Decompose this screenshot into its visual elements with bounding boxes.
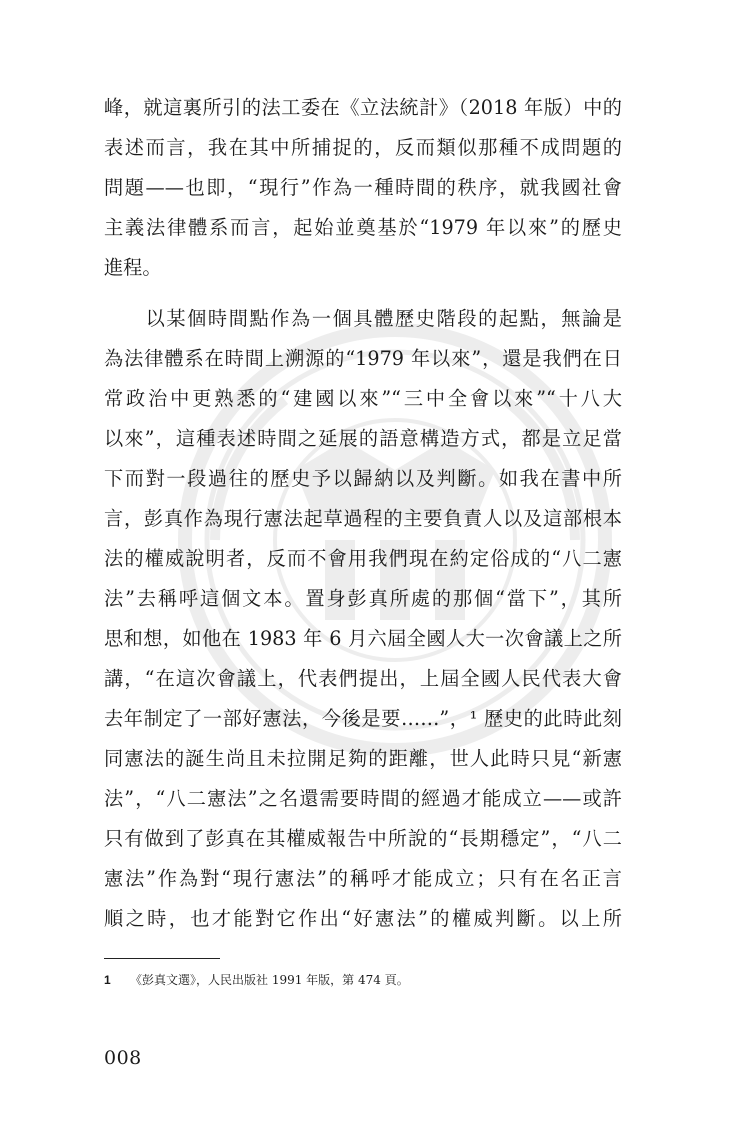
page-number: 008 — [104, 1047, 142, 1069]
body-text — [104, 88, 622, 939]
text-line: 順之時，也才能對它作出“好憲法”的權威判斷。以上所 — [104, 907, 622, 930]
text-line: 講，“在這次會議上，代表們提出，上屆全國人民代表大會 — [104, 667, 622, 690]
text-line: 同憲法的誕生尚且未拉開足夠的距離，世人此時只見“新憲 — [104, 747, 622, 770]
text-line: 思和想，如他在 1983 年 6 月六屆全國人大一次會議上之所 — [104, 627, 622, 650]
text-line: 法的權威說明者，反而不會用我們現在約定俗成的“八二憲 — [104, 547, 622, 570]
text-line: 憲法”作為對“現行憲法”的稱呼才能成立；只有在名正言 — [104, 867, 622, 890]
text-line: 主義法律體系而言，起始並奠基於“1979 年以來”的歷史 — [104, 216, 622, 239]
footnote-separator — [104, 958, 220, 959]
footnote-text: 《彭真文選》，人民出版社 1991 年版，第 474 頁。 — [130, 973, 409, 987]
text-line: 進程。 — [104, 256, 162, 279]
text-line: 法”去稱呼這個文本。置身彭真所處的那個“當下”，其所 — [104, 587, 622, 610]
text-line: 為法律體系在時間上溯源的“1979 年以來”，還是我們在日 — [104, 347, 622, 370]
text-line: 常政治中更熟悉的“建國以來”“三中全會以來”“十八大 — [104, 387, 622, 410]
text-line: 去年制定了一部好憲法，今後是要……”，¹ 歷史的此時此刻 — [104, 707, 622, 730]
footnote-number: 1 — [104, 973, 111, 987]
footnote — [104, 970, 624, 990]
text-line: 以某個時間點作為一個具體歷史階段的起點，無論是 — [104, 307, 622, 330]
text-line: 以來”，這種表述時間之延展的語意構造方式，都是立足當 — [104, 427, 622, 450]
text-line: 只有做到了彭真在其權威報告中所說的“長期穩定”，“八二 — [104, 827, 622, 850]
text-line: 言，彭真作為現行憲法起草過程的主要負責人以及這部根本 — [104, 507, 622, 530]
text-line: 峰，就這裏所引的法工委在《立法統計》（2018 年版）中的 — [104, 96, 622, 119]
text-line: 表述而言，我在其中所捕捉的，反而類似那種不成問題的 — [104, 136, 622, 159]
text-line: 問題——也即，“現行”作為一種時間的秩序，就我國社會 — [104, 176, 622, 199]
text-line: 法”，“八二憲法”之名還需要時間的經過才能成立——或許 — [104, 787, 622, 810]
text-line: 下而對一段過往的歷史予以歸納以及判斷。如我在書中所 — [104, 467, 622, 490]
